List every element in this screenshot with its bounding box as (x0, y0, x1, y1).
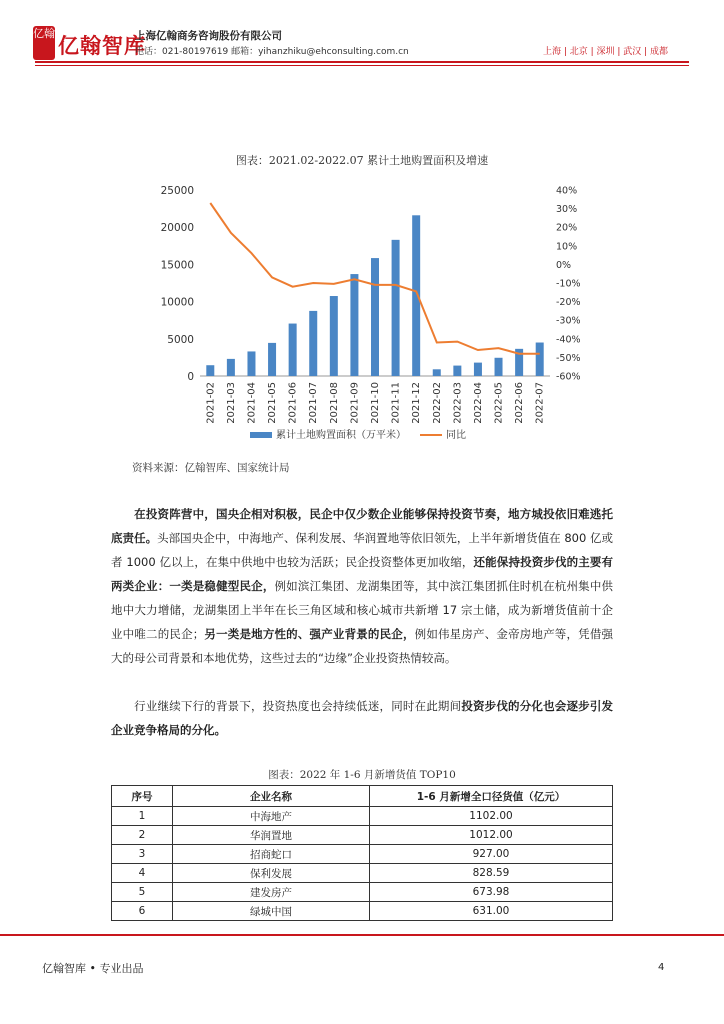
legend-line-label: 同比 (446, 430, 466, 441)
cell-value: 673.98 (370, 883, 613, 902)
cell-rank: 2 (112, 826, 173, 845)
cell-rank: 4 (112, 864, 173, 883)
bar (247, 351, 255, 376)
x-tick-label: 2021-11 (390, 382, 402, 424)
bar (268, 343, 276, 376)
y-right-tick-label: 40% (556, 185, 578, 197)
land-purchase-chart (140, 178, 580, 450)
company-name: 上海亿翰商务咨询股份有限公司 (135, 30, 282, 42)
cell-company: 中海地产 (173, 807, 370, 826)
bar (227, 359, 235, 376)
bar (392, 240, 400, 376)
cell-company: 保利发展 (173, 864, 370, 883)
chart-source: 资料来源：亿翰智库、国家统计局 (132, 462, 290, 474)
table-title: 图表：2022 年 1-6 月新增货值 TOP10 (268, 769, 456, 781)
y-right-tick-label: -10% (556, 278, 581, 290)
x-tick-label: 2022-04 (472, 382, 484, 424)
table-row (112, 902, 613, 921)
y-left-tick-label: 15000 (160, 259, 194, 272)
cell-value: 927.00 (370, 845, 613, 864)
header-rule (35, 61, 689, 63)
table-row (112, 807, 613, 826)
footer-rule (0, 934, 724, 936)
footer-brand: 亿翰智库 • 专业出品 (42, 962, 144, 975)
cell-rank: 5 (112, 883, 173, 902)
y-left-tick-label: 0 (187, 371, 194, 383)
y-right-tick-label: 30% (556, 204, 578, 216)
cell-value: 828.59 (370, 864, 613, 883)
cell-rank: 6 (112, 902, 173, 921)
header-rule-thin (35, 65, 689, 66)
p2-body: 行业继续下行的背景下，投资热度也会持续低迷，同时在此期间 (134, 699, 462, 713)
p1-emph-2: 另一类是地方性的、强产业背景的民企， (204, 627, 415, 641)
paragraph-investment (111, 502, 613, 670)
page-number: 4 (658, 962, 665, 973)
p1-lead: 在投资阵营中，国央企相对积极，民企中仅少数企业能够保持投资节奏，地方城投依旧难逃托底责任。 (111, 507, 613, 545)
y-right-tick-label: 0% (556, 259, 572, 271)
y-right-tick-label: 20% (556, 222, 578, 234)
x-tick-label: 2021-09 (349, 382, 361, 424)
p1-body-2: 例如滨江集团、龙湖集团等，其中滨江集团抓住时机在杭州集中供地中大力增储，龙湖集团上半年在长三角区域和核心城市共新增 17 宗土储，成为新增货值前十企业中唯二的民企； (111, 579, 613, 641)
cell-company: 建发房产 (173, 883, 370, 902)
x-tick-label: 2021-10 (370, 382, 381, 424)
cell-rank: 1 (112, 807, 173, 826)
top10-table (111, 785, 613, 921)
x-tick-label: 2021-03 (225, 382, 237, 424)
y-right-tick-label: -50% (556, 352, 581, 364)
table-header-row (112, 786, 613, 807)
x-tick-label: 2022-07 (534, 382, 546, 424)
col-company: 企业名称 (173, 786, 370, 807)
legend-bar-swatch (250, 432, 272, 438)
x-tick-label: 2021-07 (308, 382, 320, 424)
cell-company: 华润置地 (173, 826, 370, 845)
p2-emph: 投资步伐的分化也会逐步引发企业竞争格局的分化。 (111, 699, 614, 737)
col-rank: 序号 (112, 786, 173, 807)
bar (536, 343, 544, 376)
logo-text: 亿翰智库 (58, 34, 146, 58)
bar (330, 296, 338, 376)
cell-value: 1102.00 (370, 807, 613, 826)
logo-icon: 亿翰 (33, 26, 55, 60)
cell-value: 1012.00 (370, 826, 613, 845)
x-tick-label: 2021-04 (246, 382, 258, 424)
cell-company: 绿城中国 (173, 902, 370, 921)
bar (474, 363, 482, 376)
y-right-tick-label: -40% (556, 334, 581, 346)
p1-body-1: 头部国央企中，中海地产、保利发展、华润置地等依旧领先，上半年新增货值在 800 亿或者 1000 亿以上，在集中供地中也较为活跃；民企投资整体更加收缩， (111, 531, 613, 569)
table-row (112, 864, 613, 883)
y-right-tick-label: -30% (556, 315, 581, 327)
table-row (112, 826, 613, 845)
page-header (0, 0, 724, 70)
bar (350, 274, 358, 376)
paragraph-outlook (111, 694, 613, 742)
y-right-tick-label: -60% (556, 371, 581, 383)
x-tick-label: 2022-06 (514, 382, 526, 424)
x-tick-label: 2021-05 (267, 382, 279, 424)
legend-bar-label: 累计土地购置面积（万平米） (276, 430, 406, 441)
bar (289, 324, 297, 376)
office-cities: 上海 | 北京 | 深圳 | 武汉 | 成都 (542, 47, 668, 57)
chart-title: 图表：2021.02-2022.07 累计土地购置面积及增速 (235, 154, 489, 167)
y-left-tick-label: 5000 (167, 333, 194, 346)
col-value: 1-6 月新增全口径货值（亿元） (370, 786, 613, 807)
bar (206, 365, 214, 376)
x-tick-label: 2021-06 (287, 382, 299, 424)
x-tick-label: 2021-12 (411, 382, 423, 424)
y-left-tick-label: 25000 (160, 185, 194, 197)
cell-company: 招商蛇口 (173, 845, 370, 864)
bar (433, 369, 441, 376)
x-tick-label: 2022-02 (431, 382, 443, 424)
x-tick-label: 2022-05 (493, 382, 505, 424)
x-tick-label: 2021-08 (328, 382, 340, 424)
table-row (112, 883, 613, 902)
cell-value: 631.00 (370, 902, 613, 921)
table-row (112, 845, 613, 864)
y-right-tick-label: 10% (556, 241, 578, 253)
x-tick-label: 2021-02 (205, 382, 217, 424)
x-tick-label: 2022-03 (452, 382, 464, 424)
p1-body-3: 例如伟星房产、金帝房地产等，凭借强大的母公司背景和本地优势，这些过去的“边缘”企业投资热情较高。 (111, 627, 613, 665)
y-left-tick-label: 20000 (160, 222, 194, 235)
cell-rank: 3 (112, 845, 173, 864)
y-right-tick-label: -20% (556, 297, 581, 309)
bar (371, 258, 379, 376)
bar (309, 311, 317, 376)
bar (495, 358, 503, 376)
p1-emph-1: 还能保持投资步伐的主要有两类企业：一类是稳健型民企， (111, 555, 614, 593)
bar (453, 366, 461, 376)
y-left-tick-label: 10000 (160, 296, 194, 309)
contact-info: 电话：021-80197619 邮箱：yihanzhiku@ehconsulting.com.cn (135, 47, 409, 57)
